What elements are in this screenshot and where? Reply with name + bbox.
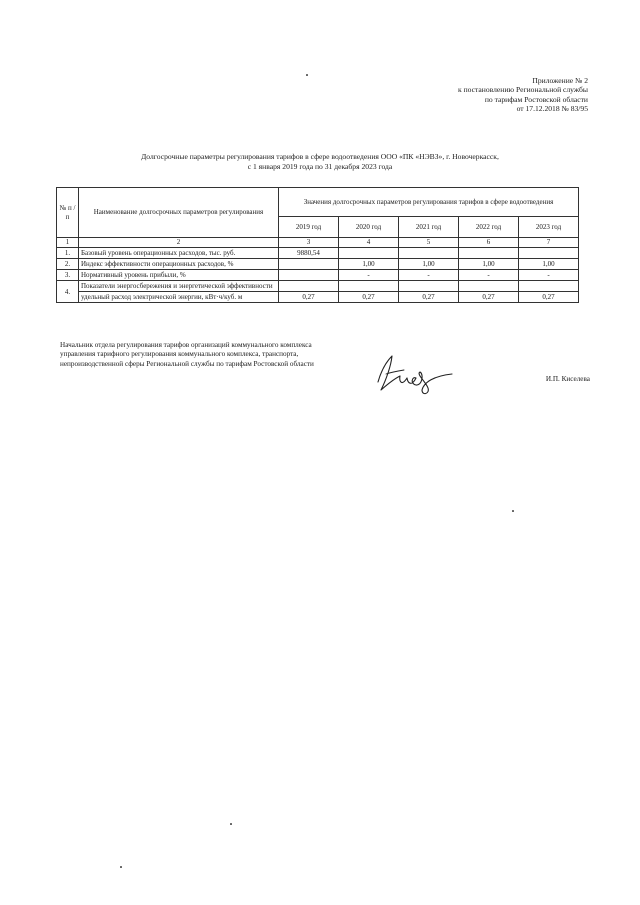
parameters-table bbox=[56, 187, 579, 303]
row-name: Показатели энергосбережения и энергетической эффективности bbox=[79, 281, 279, 292]
header-year: 2019 год bbox=[279, 217, 339, 238]
appendix-line: Приложение № 2 bbox=[532, 76, 588, 85]
column-number: 4 bbox=[339, 238, 399, 248]
appendix-reference bbox=[458, 76, 588, 114]
row-value: 0,27 bbox=[519, 292, 579, 303]
row-value: 1,00 bbox=[459, 259, 519, 270]
row-value bbox=[519, 248, 579, 259]
row-name: Базовый уровень операционных расходов, тыс. руб. bbox=[79, 248, 279, 259]
column-number: 1 bbox=[57, 238, 79, 248]
row-value bbox=[459, 248, 519, 259]
row-num: 1. bbox=[57, 248, 79, 259]
document-title bbox=[60, 152, 580, 172]
row-value: - bbox=[519, 270, 579, 281]
row-value bbox=[459, 281, 519, 292]
row-value: 1,00 bbox=[339, 259, 399, 270]
header-values-group: Значения долгосрочных параметров регулирования тарифов в сфере водоотведения bbox=[279, 188, 579, 217]
appendix-line: к постановлению Региональной службы bbox=[457, 85, 588, 95]
row-value bbox=[279, 281, 339, 292]
table-row bbox=[57, 270, 579, 281]
row-value bbox=[399, 281, 459, 292]
row-num: 3. bbox=[57, 270, 79, 281]
scan-speck bbox=[230, 823, 232, 825]
header-year: 2021 год bbox=[399, 217, 459, 238]
handwritten-signature bbox=[372, 352, 460, 398]
row-value: - bbox=[339, 270, 399, 281]
header-parameter-name: Наименование долгосрочных параметров регулирования bbox=[79, 188, 279, 238]
row-value: 1,00 bbox=[519, 259, 579, 270]
scan-speck bbox=[120, 866, 122, 868]
row-value: 9880,54 bbox=[279, 248, 339, 259]
row-sub-name: удельный расход электрической энергии, кВт·ч/куб. м bbox=[79, 292, 279, 303]
signer-position: Начальник отдела регулирования тарифов организаций коммунального комплекса управления тарифного регулирования коммунального комплекса, транспорта, непроизводственной сферы Региональной службы по тарифам Ростовской области bbox=[60, 341, 314, 368]
column-number: 7 bbox=[519, 238, 579, 248]
row-num: 4. bbox=[57, 281, 79, 303]
table-row bbox=[57, 281, 579, 292]
scan-speck bbox=[512, 510, 514, 512]
table-header-row bbox=[57, 188, 579, 217]
row-value bbox=[339, 281, 399, 292]
row-value bbox=[519, 281, 579, 292]
header-year: 2023 год bbox=[519, 217, 579, 238]
row-value: 0,27 bbox=[459, 292, 519, 303]
row-value bbox=[399, 248, 459, 259]
title-line-2: с 1 января 2019 года по 31 декабря 2023 года bbox=[247, 162, 393, 171]
table-row bbox=[57, 248, 579, 259]
row-value: - bbox=[459, 270, 519, 281]
column-number: 2 bbox=[79, 238, 279, 248]
appendix-line: по тарифам Ростовской области bbox=[484, 94, 588, 104]
table-row bbox=[57, 292, 579, 303]
row-value bbox=[279, 270, 339, 281]
column-number: 5 bbox=[399, 238, 459, 248]
row-num: 2. bbox=[57, 259, 79, 270]
signer-name: И.П. Киселева bbox=[545, 375, 590, 383]
row-value: 0,27 bbox=[399, 292, 459, 303]
row-value: - bbox=[399, 270, 459, 281]
row-value bbox=[339, 248, 399, 259]
appendix-line: от 17.12.2018 № 83/95 bbox=[516, 104, 588, 114]
row-name: Индекс эффективности операционных расходов, % bbox=[79, 259, 279, 270]
header-num: № п /п bbox=[57, 188, 79, 238]
row-name: Нормативный уровень прибыли, % bbox=[79, 270, 279, 281]
row-value: 0,27 bbox=[339, 292, 399, 303]
scan-speck bbox=[306, 74, 308, 76]
column-number: 6 bbox=[459, 238, 519, 248]
row-value: 0,27 bbox=[279, 292, 339, 303]
row-value: 1,00 bbox=[399, 259, 459, 270]
title-line-1: Долгосрочные параметры регулирования тарифов в сфере водоотведения ООО «ПК «НЭВЗ», г. Новочеркасск, bbox=[141, 152, 499, 161]
column-number: 3 bbox=[279, 238, 339, 248]
table-row bbox=[57, 259, 579, 270]
column-numbers-row bbox=[57, 238, 579, 248]
row-value bbox=[279, 259, 339, 270]
header-year: 2020 год bbox=[339, 217, 399, 238]
header-year: 2022 год bbox=[459, 217, 519, 238]
